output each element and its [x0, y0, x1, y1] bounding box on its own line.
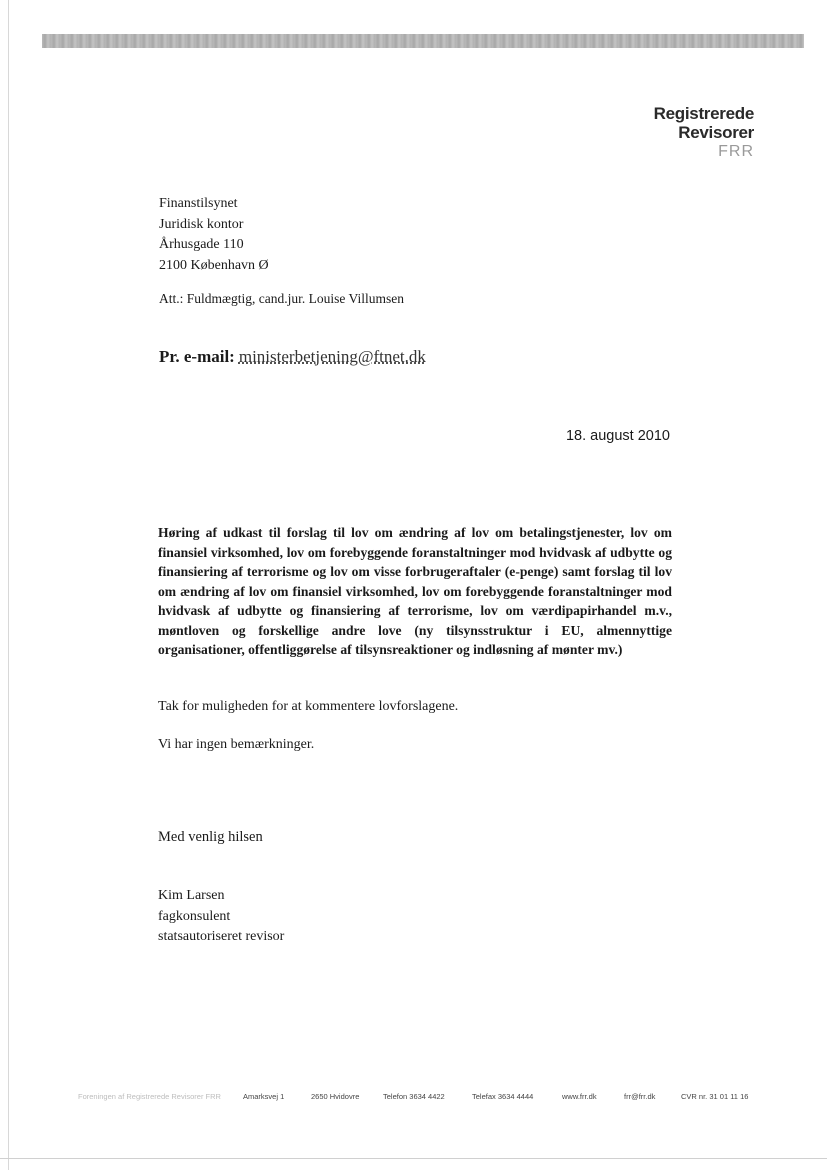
- footer-org: Foreningen af Registrerede Revisorer FRR: [78, 1092, 221, 1101]
- signer-title: statsautoriseret revisor: [158, 929, 285, 944]
- footer-web: www.frr.dk: [562, 1092, 597, 1101]
- closing-greeting: Med venlig hilsen: [158, 829, 263, 845]
- footer-fax: Telefax 3634 4444: [472, 1092, 534, 1101]
- body-paragraph-2: Vi har ingen bemærkninger.: [158, 737, 315, 752]
- letter-footer: [0, 1092, 827, 1106]
- footer-phone: Telefon 3634 4422: [383, 1092, 445, 1101]
- letterhead-bar: [42, 34, 804, 48]
- recipient-line: 2100 København Ø: [159, 257, 269, 273]
- email-address-link[interactable]: ministerbetjening@ftnet.dk: [238, 347, 426, 366]
- logo-line-1: Registrerede: [653, 104, 754, 123]
- email-label: Pr. e-mail:: [159, 347, 235, 366]
- signer-name: Kim Larsen: [158, 888, 225, 903]
- attention-line: Att.: Fuldmægtig, cand.jur. Louise Villumsen: [159, 291, 404, 306]
- recipient-line: Århusgade 110: [159, 237, 244, 252]
- footer-mail: frr@frr.dk: [624, 1092, 656, 1101]
- page-edge-line: [8, 0, 9, 1170]
- body-paragraph-1: Tak for muligheden for at kommentere lovforslagene.: [158, 699, 459, 714]
- logo-line-2: Revisorer: [678, 123, 754, 142]
- page-bottom-line: [0, 1158, 827, 1159]
- subject-heading: Høring af udkast til forslag til lov om ændring af lov om betalingstjenester, lov om finansiel virksomhed, lov om forebyggende foranstaltninger mod hvidvask af udbytte og finansiering af terrorisme og lov om visse forbrugeraftaler (e-penge) samt forslag til lov om ændring af lov om finansiel virksomhed, lov om forebyggende foranstaltninger mod hvidvask af udbytte og finansiering af terrorisme, lov om værdipapirhandel m.v., møntloven og forskellige andre love (ny tilsynsstruktur i EU, almennyttige organisationer, offentliggørelse af tilsynsreaktioner og indløsning af mønter mv.): [158, 525, 672, 657]
- email-line: [159, 347, 426, 367]
- frr-logo: [654, 104, 754, 161]
- footer-street: Amarksvej 1: [243, 1092, 285, 1101]
- logo-line-3: FRR: [718, 143, 754, 160]
- recipient-line: Finanstilsynet: [159, 196, 238, 211]
- signature-block: [158, 886, 284, 948]
- signer-title: fagkonsulent: [158, 908, 231, 924]
- recipient-address: [159, 194, 269, 276]
- letter-date: 18. august 2010: [565, 428, 670, 444]
- footer-cvr: CVR nr. 31 01 11 16: [681, 1092, 749, 1101]
- recipient-line: Juridisk kontor: [159, 216, 244, 232]
- footer-city: 2650 Hvidovre: [311, 1092, 360, 1101]
